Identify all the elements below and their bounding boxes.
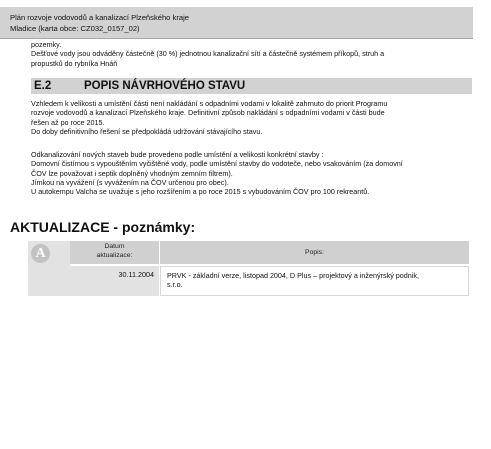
row-description-line2: s.r.o. xyxy=(167,280,183,289)
body-line: řešen až po roce 2015. xyxy=(31,117,105,127)
section-heading xyxy=(31,78,472,94)
logo-cell xyxy=(28,241,70,296)
column-header-date-line1: Datum xyxy=(104,243,125,250)
body-line: rozvoje vodovodů a kanalizací Plzeňského kraje. Definitivní způsob nakládání s odpadními vodami v části bude xyxy=(31,108,385,118)
updates-title: AKTUALIZACE - poznámky: xyxy=(10,219,196,235)
body-line: Vzhledem k velikosti a umístění části není nakládání s odpadními vodami v lokalitě zahrnuto do priorit Programu xyxy=(31,99,388,108)
row-date: 30.11.2004 xyxy=(118,270,154,279)
a-logo-icon: A xyxy=(31,244,50,263)
row-description-cell xyxy=(160,266,469,296)
row-date-cell xyxy=(70,266,160,296)
body-paragraph-1 xyxy=(31,99,471,136)
updates-table xyxy=(28,241,469,296)
header-subtitle: Mladice (karta obce: CZ032_0157_02) xyxy=(10,24,140,33)
row-description-line1: PRVK - základní verze, listopad 2004, D Plus – projektový a inženýrský podnik, xyxy=(167,271,419,280)
column-header-date-line2: aktualizace: xyxy=(96,251,133,259)
intro-line: propustků do rybníka Hnáň xyxy=(31,58,118,68)
column-header-date xyxy=(70,241,160,264)
body-line: U autokempu Valcha se uvažuje s jeho rozšířením a po roce 2015 s vybudováním ČOV pro 100 rekreantů. xyxy=(31,187,370,197)
header-title: Plán rozvoje vodovodů a kanalizací Plzeňského kraje xyxy=(10,13,189,22)
body-line: Odkanalizování nových staveb bude provedeno podle umístění a velikosti konkrétní stavby : xyxy=(31,150,324,159)
intro-paragraph xyxy=(31,40,471,68)
body-line: Do doby definitivního řešení se předpokládá udržování stávajícího stavu. xyxy=(31,126,263,136)
column-header-description: Popis: xyxy=(160,241,469,264)
document-header xyxy=(0,7,473,39)
body-line: ČOV lze považovat i septik doplněný vhodným zemním filtrem). xyxy=(31,168,233,178)
body-line: Domovní čistírnou s vypouštěním vyčištěné vody, podle umístění stavby do vodoteče, nebo vsakováním (za domovní xyxy=(31,159,403,169)
body-paragraph-2 xyxy=(31,150,471,196)
intro-line: pozemky. xyxy=(31,40,62,49)
section-number: E.2 xyxy=(34,80,52,92)
section-title: POPIS NÁVRHOVÉHO STAVU xyxy=(84,80,246,92)
body-line: Jímkou na vyvážení (s vyvážením na ČOV určenou pro obec). xyxy=(31,177,229,187)
intro-line: Dešťové vody jsou odváděny částečně (30 %) jednotnou kanalizační sítí a částečně systémem příkopů, struh a xyxy=(31,49,385,59)
